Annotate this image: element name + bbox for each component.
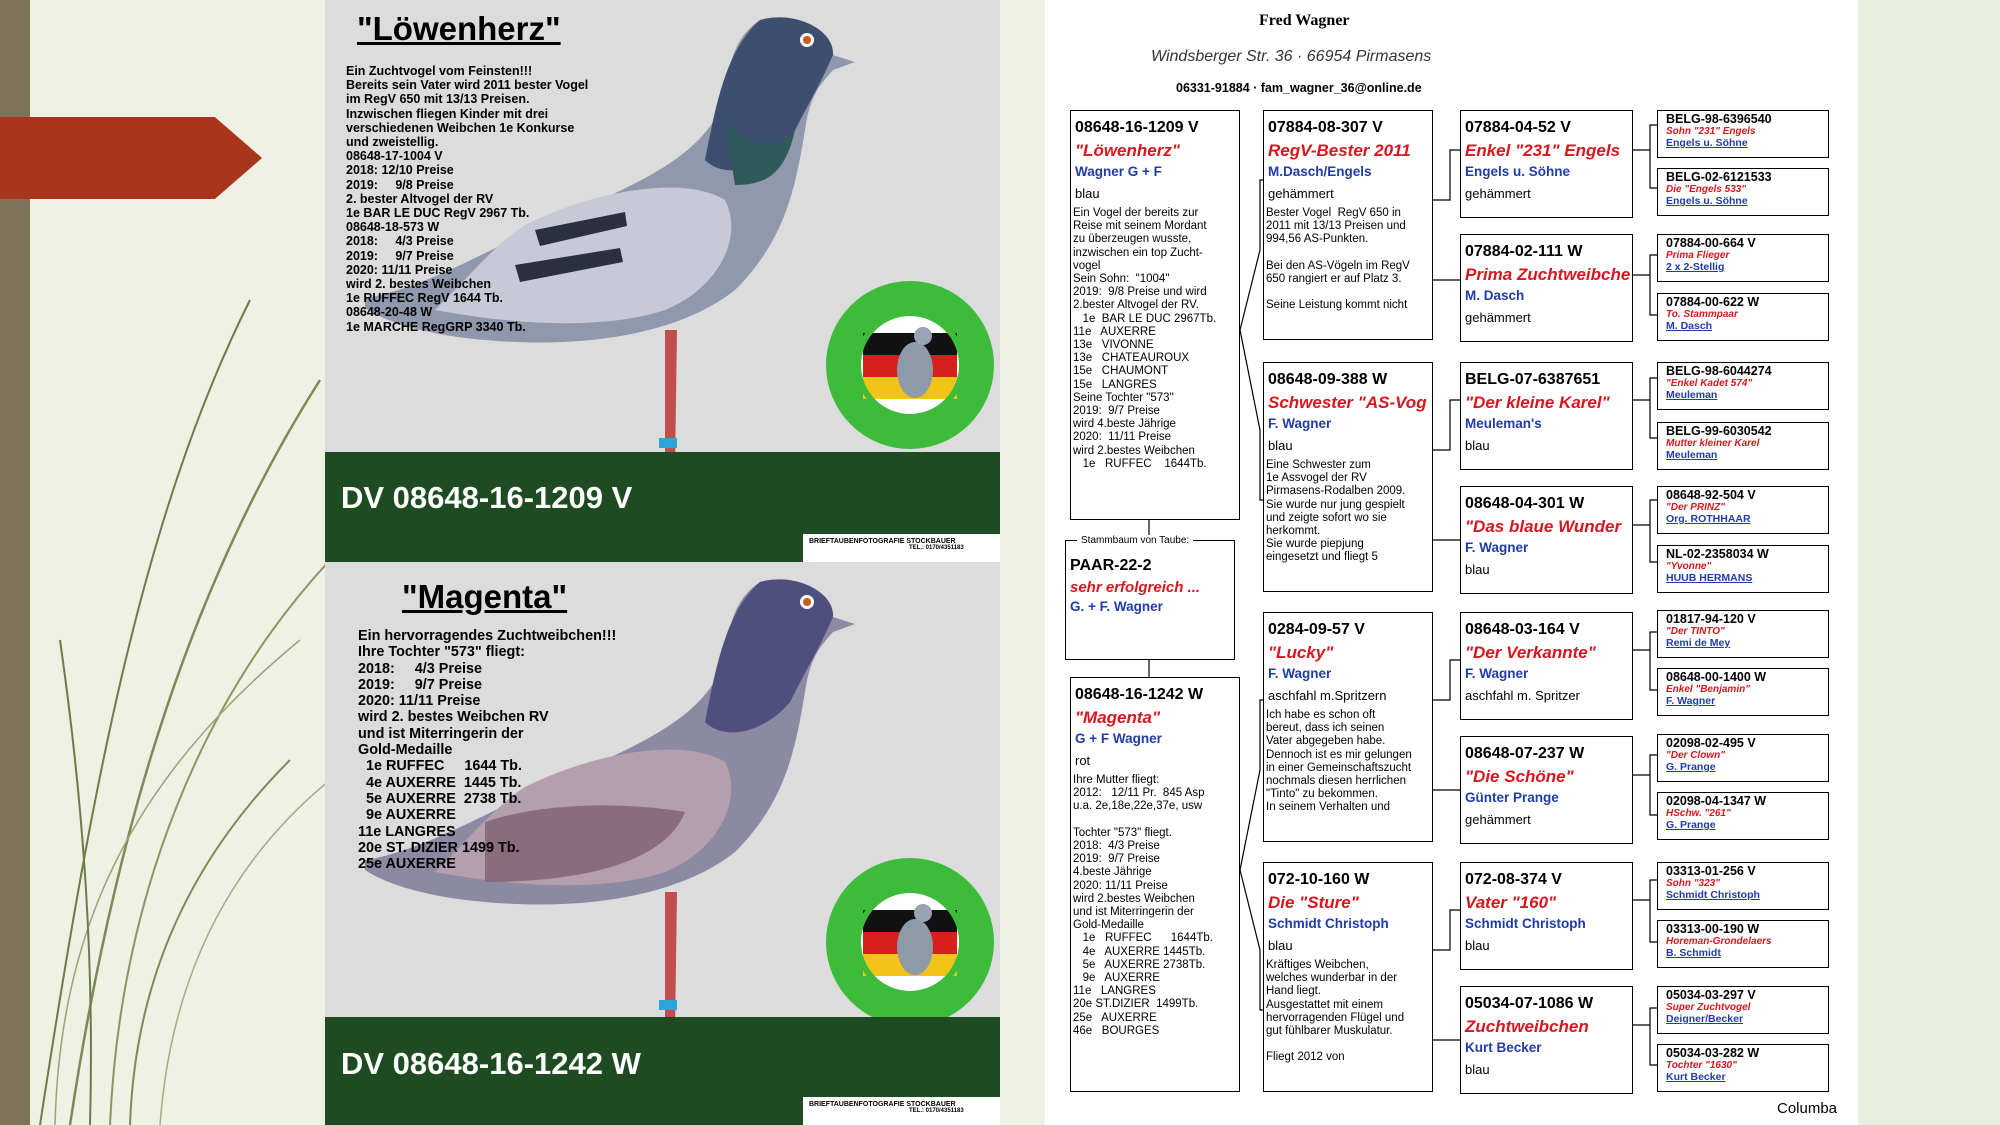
taubenparadies-seal-icon	[823, 278, 998, 453]
gen3-box	[1460, 736, 1633, 844]
pigeon-color: blau	[1465, 562, 1490, 577]
pedigree-sheet	[1045, 0, 1858, 1125]
pigeon-breeder: M. Dasch	[1465, 288, 1525, 303]
ring-number: DV 08648-16-1209 V	[341, 480, 633, 515]
pigeon-breeder: Deigner/Becker	[1666, 1013, 1744, 1025]
gen4-box	[1657, 486, 1829, 534]
pigeon-ring: NL-02-2358034 W	[1666, 547, 1769, 561]
owner-name: Fred Wagner	[1259, 12, 1350, 29]
pigeon-name: "Der kleine Karel"	[1465, 393, 1610, 412]
gen3-box	[1460, 234, 1633, 342]
pigeon-name: RegV-Bester 2011	[1268, 141, 1411, 160]
pigeon-notes: Ein Vogel der bereits zur Reise mit seinem Mordant zu überzeugen wusste, inzwischen ein top Zucht- vogel Sein Sohn: "1004" 2019: 9/8 Preise und wird 2.bester Altvogel der RV. 1e BAR LE DUC 2967Tb. 11e AUXERRE 13e VIVONNE 13e CHATEAUROUX 15e CHAUMONT 15e LANGRES Seine Tochter "573" 2019: 9/7 Preise wird 4.beste Jährige 2020: 11/11 Preise wird 2.bestes Weibchen 1e RUFFEC 1644Tb.	[1073, 207, 1217, 470]
ring-number: DV 08648-16-1242 W	[341, 1046, 641, 1081]
pigeon-breeder: Kurt Becker	[1666, 1071, 1726, 1083]
pigeon-name: "Die Schöne"	[1465, 767, 1574, 786]
pigeon-notes: Bester Vogel RegV 650 in 2011 mit 13/13 Preisen und 994,56 AS-Punkten. Bei den AS-Vögeln im RegV 650 rangiert er auf Platz 3. Seine Leistung kommt nicht	[1266, 207, 1410, 312]
gen2-box	[1263, 862, 1433, 1092]
gen4-box	[1657, 862, 1829, 910]
pigeon-breeder: Engels u. Söhne	[1666, 195, 1748, 207]
pigeon-name: "Löwenherz"	[1075, 141, 1180, 160]
pigeon-breeder: Kurt Becker	[1465, 1040, 1542, 1055]
pigeon-breeder: F. Wagner	[1465, 540, 1529, 555]
pigeon-name-title: "Löwenherz"	[357, 10, 561, 47]
pigeon-name: Sohn "323"	[1666, 878, 1720, 889]
pigeon-name: "Der PRINZ"	[1666, 502, 1725, 513]
pigeon-color: rot	[1075, 753, 1091, 768]
main-sire-box	[1070, 110, 1240, 520]
pigeon-name: Tochter "1630"	[1666, 1060, 1737, 1071]
pigeon-ring: 07884-02-111 W	[1465, 243, 1583, 260]
gen4-box	[1657, 234, 1829, 282]
pigeon-ring: BELG-98-6044274	[1666, 364, 1772, 378]
photo-credit	[803, 1097, 1000, 1125]
gen4-box	[1657, 986, 1829, 1034]
pigeon-name: Mutter kleiner Karel	[1666, 438, 1760, 449]
gen4-box	[1657, 920, 1829, 968]
photo-credit-label: BRIEFTAUBENFOTOGRAFIE STOCKBAUER	[809, 538, 956, 545]
pigeon-breeder: F. Wagner	[1268, 416, 1332, 431]
pigeon-breeder: Meuleman's	[1465, 416, 1542, 431]
pigeon-ring: 08648-92-504 V	[1666, 488, 1756, 502]
pigeon-ring: 08648-00-1400 W	[1666, 670, 1767, 684]
slide-accent-arrow	[0, 117, 262, 199]
pigeon-name: "Das blaue Wunder	[1465, 517, 1622, 536]
gen4-box	[1657, 545, 1829, 593]
pigeon-breeder: Schmidt Christoph	[1268, 916, 1389, 931]
pigeon-breeder: Schmidt Christoph	[1666, 889, 1760, 901]
pigeon-name: Die "Sture"	[1268, 893, 1359, 912]
pigeon-color: blau	[1465, 438, 1490, 453]
pigeon-breeder: Engels u. Söhne	[1465, 164, 1571, 179]
pigeon-color: gehämmert	[1465, 812, 1531, 827]
gen4-box	[1657, 668, 1829, 716]
pigeon-color: aschfahl m.Spritzern	[1268, 688, 1387, 703]
pigeon-notes: Ihre Mutter fliegt: 2012: 12/11 Pr. 845 Asp u.a. 2e,18e,22e,37e, usw Tochter "573" fliegt. 2018: 4/3 Preise 2019: 9/7 Preise 4.beste Jährige 2020: 11/11 Preise wird 2.bestes Weibchen und ist Miterringerin der Gold-Medaille 1e RUFFEC 1644Tb. 4e AUXERRE 1445Tb. 5e AUXERRE 2738Tb. 9e AUXERRE 11e LANGRES 20e ST.DIZIER 1499Tb. 25e AUXERRE 46e BOURGES	[1073, 774, 1213, 1037]
taubenparadies-seal-icon	[823, 855, 998, 1030]
pigeon-ring: 072-10-160 W	[1268, 871, 1370, 888]
pigeon-color: gehämmert	[1465, 310, 1531, 325]
pigeon-name: "Der Verkannte"	[1465, 643, 1596, 662]
pigeon-breeder: M. Dasch	[1666, 320, 1713, 332]
pigeon-ring: BELG-07-6387651	[1465, 371, 1601, 388]
pigeon-color: blau	[1268, 938, 1293, 953]
pair-name: sehr erfolgreich ...	[1070, 579, 1201, 596]
photo-credit	[803, 534, 1000, 562]
pigeon-ring: 0284-09-57 V	[1268, 621, 1365, 638]
pigeon-color: blau	[1268, 438, 1293, 453]
pigeon-name: Super Zuchtvogel	[1666, 1002, 1751, 1013]
pigeon-name: "Der Clown"	[1666, 750, 1725, 761]
pigeon-name: Enkel "231" Engels	[1465, 141, 1621, 160]
pigeon-breeder: Meuleman	[1666, 449, 1718, 461]
gen4-box	[1657, 734, 1829, 782]
pigeon-name: Sohn "231" Engels	[1666, 126, 1756, 137]
gen2-box	[1263, 110, 1433, 340]
gen3-box	[1460, 986, 1633, 1094]
pigeon-breeder: Günter Prange	[1465, 790, 1559, 805]
pigeon-name: Die "Engels 533"	[1666, 184, 1747, 195]
pigeon-color: blau	[1465, 1062, 1490, 1077]
gen3-box	[1460, 612, 1633, 720]
pigeon-breeder: Org. ROTHHAAR	[1666, 513, 1751, 525]
pigeon-card-magenta	[325, 562, 1000, 1125]
pair-breeder: G. + F. Wagner	[1070, 599, 1163, 614]
gen2-box	[1263, 612, 1433, 842]
pigeon-ring: 05034-03-297 V	[1666, 988, 1756, 1002]
pair-box	[1065, 540, 1235, 660]
pigeon-notes: Kräftiges Weibchen, welches wunderbar in der Hand liegt. Ausgestattet mit einem hervorragenden Flügel und gut fühlbarer Muskulatur. Fliegt 2012 von	[1266, 959, 1405, 1064]
pigeon-ring: 03313-00-190 W	[1666, 922, 1760, 936]
stammbaum-label: Stammbaum von Taube:	[1077, 535, 1193, 546]
pigeon-ring: 072-08-374 V	[1465, 871, 1562, 888]
owner-address: Windsberger Str. 36 · 66954 Pirmasens	[1151, 48, 1432, 65]
pigeon-name: Vater "160"	[1465, 893, 1557, 912]
pigeon-ring: 08648-16-1242 W	[1075, 686, 1204, 703]
pigeon-name: Schwester "AS-Vog	[1268, 393, 1427, 412]
pigeon-ring: 01817-94-120 V	[1666, 612, 1756, 626]
pigeon-ring: 08648-09-388 W	[1268, 371, 1388, 388]
pigeon-name: Prima Zuchtweibche	[1465, 265, 1631, 284]
pigeon-ring: 02098-02-495 V	[1666, 736, 1756, 750]
main-dam-box	[1070, 677, 1240, 1092]
pigeon-ring: 03313-01-256 V	[1666, 864, 1756, 878]
pigeon-breeder: Schmidt Christoph	[1465, 916, 1586, 931]
pigeon-ring: 08648-04-301 W	[1465, 495, 1585, 512]
pigeon-color: blau	[1075, 186, 1100, 201]
pigeon-breeder: F. Wagner	[1268, 666, 1332, 681]
pigeon-breeder: F. Wagner	[1465, 666, 1529, 681]
gen4-box	[1657, 362, 1829, 410]
pigeon-card-loewenherz	[325, 0, 1000, 562]
pigeon-name: "Der TINTO"	[1666, 626, 1725, 637]
pigeon-ring: 08648-16-1209 V	[1075, 119, 1199, 136]
pigeon-color: gehämmert	[1465, 186, 1531, 201]
pigeon-name: To. Stammpaar	[1666, 309, 1738, 320]
pigeon-ring: 07884-04-52 V	[1465, 119, 1571, 136]
pigeon-breeder: M.Dasch/Engels	[1268, 164, 1372, 179]
gen4-box	[1657, 168, 1829, 216]
pigeon-breeder: 2 x 2-Stellig	[1666, 261, 1725, 273]
photo-credit-label: BRIEFTAUBENFOTOGRAFIE STOCKBAUER	[809, 1101, 956, 1108]
pigeon-ring: 05034-07-1086 W	[1465, 995, 1594, 1012]
gen3-box	[1460, 110, 1633, 218]
pigeon-name: "Yvonne"	[1666, 561, 1712, 572]
pigeon-name: Zuchtweibchen	[1465, 1017, 1589, 1036]
photo-credit-tel: TEL.: 0170/4351183	[909, 1108, 964, 1114]
pigeon-name: HSchw. "261"	[1666, 808, 1731, 819]
pigeon-name: Prima Flieger	[1666, 250, 1730, 261]
gen3-box	[1460, 362, 1633, 470]
gen4-box	[1657, 1044, 1829, 1092]
pigeon-notes: Eine Schwester zum 1e Assvogel der RV Pirmasens-Rodalben 2009. Sie wurde nur jung gespielt und zeigte sofort wo sie herkommt. Sie wurde piepjung eingesetzt und fliegt 5	[1266, 459, 1406, 564]
pigeon-color: blau	[1465, 938, 1490, 953]
pigeon-breeder: B. Schmidt	[1666, 947, 1721, 959]
pigeon-breeder: G + F Wagner	[1075, 731, 1162, 746]
gen4-box	[1657, 422, 1829, 470]
gen4-box	[1657, 293, 1829, 341]
pigeon-color: gehämmert	[1268, 186, 1334, 201]
pigeon-ring: 07884-00-664 V	[1666, 236, 1756, 250]
pigeon-breeder: F. Wagner	[1666, 695, 1716, 707]
pigeon-name: "Enkel Kadet 574"	[1666, 378, 1753, 389]
gen3-box	[1460, 862, 1633, 970]
footer-brand: Columba	[1777, 1100, 1838, 1117]
pigeon-breeder: HUUB HERMANS	[1666, 572, 1753, 584]
pigeon-ring: BELG-02-6121533	[1666, 170, 1772, 184]
pair-ring: PAAR-22-2	[1070, 557, 1152, 574]
pigeon-breeder: Remi de Mey	[1666, 637, 1731, 649]
pigeon-breeder: G. Prange	[1666, 761, 1716, 773]
pigeon-name: Enkel "Benjamin"	[1666, 684, 1750, 695]
pigeon-name: "Magenta"	[1075, 708, 1161, 727]
pigeon-breeder: Wagner G + F	[1075, 164, 1162, 179]
pigeon-ring: 05034-03-282 W	[1666, 1046, 1760, 1060]
gen3-box	[1460, 486, 1633, 594]
pigeon-ring: 08648-03-164 V	[1465, 621, 1580, 638]
pigeon-ring: BELG-98-6396540	[1666, 112, 1772, 126]
pigeon-name: Horeman-Grondelaers	[1666, 936, 1772, 947]
owner-contact: 06331-91884 · fam_wagner_36@online.de	[1176, 81, 1422, 95]
gen4-box	[1657, 792, 1829, 840]
pigeon-description: Ein Zuchtvogel vom Feinsten!!! Bereits sein Vater wird 2011 bester Vogel im RegV 650 mit 13/13 Preisen. Inzwischen fliegen Kinder mit drei verschiedenen Weibchen 1e Konkurse und zweistellig. 08648-17-1004 V 2018: 12/10 Preise 2019: 9/8 Preise 2. bester Altvogel der RV 1e BAR LE DUC RegV 2967 Tb. 08648-18-573 W 2018: 4/3 Preise 2019: 9/7 Preise 2020: 11/11 Preise wird 2. bestes Weibchen 1e RUFFEC RegV 1644 Tb. 08648-20-48 W 1e MARCHE RegGRP 3340 Tb.	[346, 64, 589, 334]
pigeon-ring: 08648-07-237 W	[1465, 745, 1585, 762]
pigeon-ring: 02098-04-1347 W	[1666, 794, 1767, 808]
pigeon-notes: Ich habe es schon oft bereut, dass ich seinen Vater abgegeben habe. Dennoch ist es mir gelungen in einer Gemeinschaftszucht nochmals diesen herrlichen "Tinto" zu bekommen. In seinem Verhalten und	[1266, 709, 1412, 814]
pigeon-name-title: "Magenta"	[402, 578, 568, 615]
gen4-box	[1657, 110, 1829, 158]
pigeon-description: Ein hervorragendes Zuchtweibchen!!! Ihre Tochter "573" fliegt: 2018: 4/3 Preise 2019: 9/7 Preise 2020: 11/11 Preise wird 2. bestes Weibchen RV und ist Miterringerin der Gold-Medaille 1e RUFFEC 1644 Tb. 4e AUXERRE 1445 Tb. 5e AUXERRE 2738 Tb. 9e AUXERRE 11e LANGRES 20e ST. DIZIER 1499 Tb. 25e AUXERRE	[358, 628, 617, 873]
pigeon-ring: BELG-99-6030542	[1666, 424, 1772, 438]
pigeon-breeder: G. Prange	[1666, 819, 1716, 831]
slide-right-margin	[1858, 0, 2000, 1125]
pigeon-ring: 07884-00-622 W	[1666, 295, 1760, 309]
pigeon-color: aschfahl m. Spritzer	[1465, 688, 1580, 703]
pigeon-name: "Lucky"	[1268, 643, 1334, 662]
gen2-box	[1263, 362, 1433, 592]
pigeon-ring: 07884-08-307 V	[1268, 119, 1383, 136]
pigeon-breeder: Meuleman	[1666, 389, 1718, 401]
pigeon-breeder: Engels u. Söhne	[1666, 137, 1748, 149]
gen4-box	[1657, 610, 1829, 658]
photo-credit-tel: TEL.: 0170/4351183	[909, 545, 964, 551]
